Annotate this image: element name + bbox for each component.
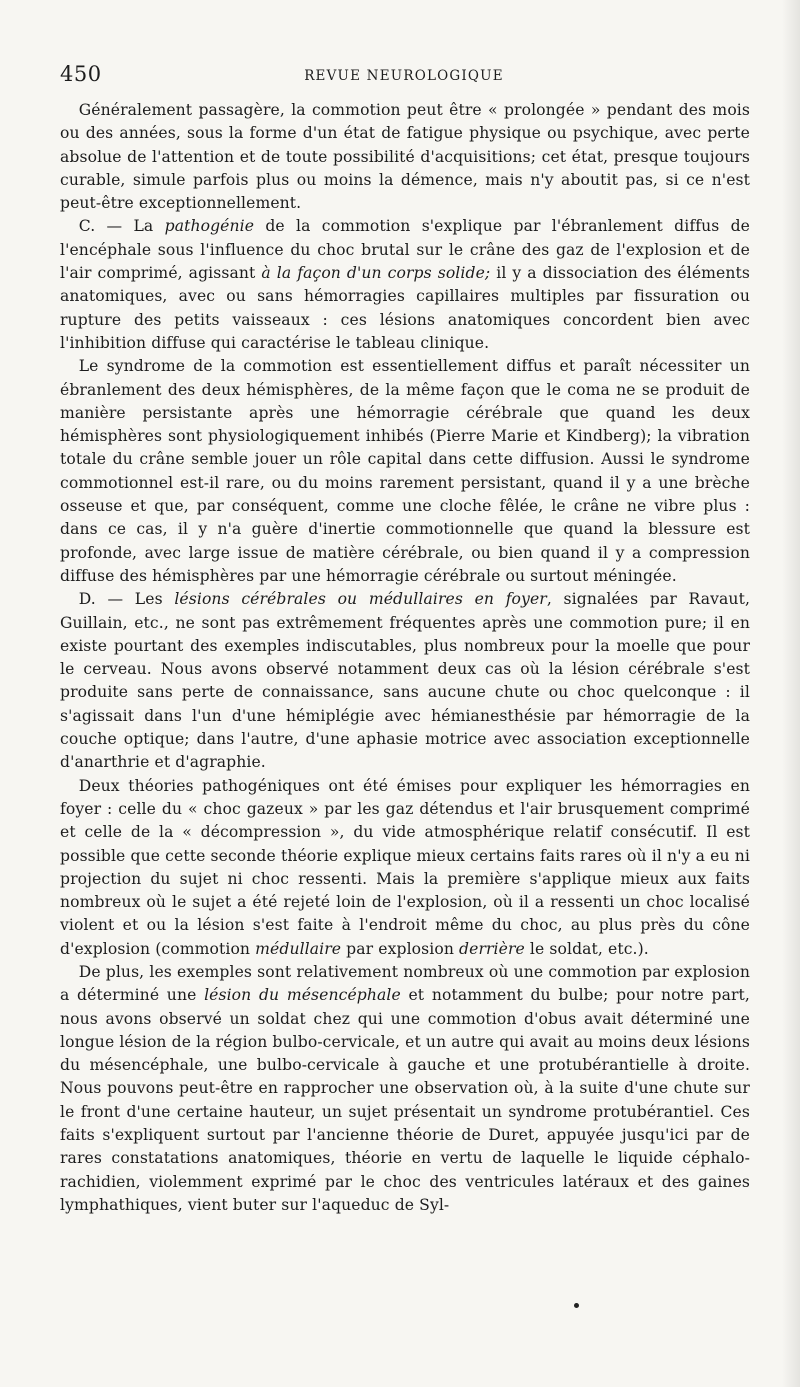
text-run: il y a dissociation des éléments anatomiques, avec ou sans hémorragies capillaires multiples par fissuration ou rupture des petits vaisseaux : ces lésions anatomiques concordent bien avec l'inhibition diffuse qui caractérise le tableau clinique. [60,264,750,352]
article-body [60,99,750,1217]
italic-term: derrière [459,939,525,958]
text-run: le soldat, etc.). [524,939,649,958]
paragraph [60,99,750,215]
text-run: D. — Les [78,590,175,609]
text-run: Deux théories pathogéniques ont été émises pour expliquer les hémorragies en foyer : celle du « choc gazeux » par les gaz détendus et l'air brusquement comprimé et celle de la « décompression », du vide atmosphérique relatif consécutif. Il est possible que cette seconde théorie explique mieux certains faits rares où il n'y a eu ni projection du sujet ni choc ressenti. Mais la première s'applique mieux aux faits nombreux où le sujet a été rejeté loin de l'explosion, où il a ressenti un choc localisé violent et ou la lésion s'est faite à l'endroit même du choc, au plus près du cône d'explosion (commotion [60,776,750,958]
italic-term: lésions cérébrales ou médullaires en foyer [174,590,547,609]
paragraph [60,215,750,355]
text-run: et notamment du bulbe; pour notre part, nous avons observé un soldat chez qui une commotion d'obus avait déterminé une longue lésion de la région bulbo-cervicale, et un autre qui avait au moins deux lésions du mésencéphale, une bulbo-cervicale à gauche et une protubérantielle à droite. Nous pouvons peut-être en rapprocher une observation où, à la suite d'une chute sur le front d'une certaine hauteur, un sujet présentait un syndrome protubérantiel. Ces faits s'expliquent surtout par l'ancienne théorie de Duret, appuyée jusqu'ici par de rares constatations anatomiques, théorie en vertu de laquelle le liquide céphalo-rachidien, violemment exprimé par le choc des ventricules latéraux et des gaines lymphathiques, vient buter sur l'aqueduc de Syl- [60,986,750,1214]
paragraph [60,588,750,774]
text-run: C. — La [78,217,165,236]
italic-term: médullaire [255,939,342,958]
page-header [60,62,748,90]
paragraph [60,355,750,588]
text-run: par explosion [341,939,460,958]
paragraph [60,961,750,1217]
italic-term: lésion du mésencéphale [204,986,401,1005]
text-run: Généralement passagère, la commotion peut être « prolongée » pendant des mois ou des années, sous la forme d'un état de fatigue physique ou psychique, avec perte absolue de l'attention et de toute possibilité d'acquisitions; cet état, presque toujours curable, simule parfois plus ou moins la démence, mais n'y aboutit pas, si ce n'est peut-être exceptionnellement. [60,101,750,213]
running-title: REVUE NEUROLOGIQUE [304,68,504,84]
paragraph [60,775,750,961]
text-run: de la commotion s'explique par l'ébranlement diffus de l'encéphale sous l'influence du choc brutal sur le crâne des gaz de l'explosion et de l'air comprimé, agissant [60,217,751,283]
text-run: Le syndrome de la commotion est essentiellement diffus et paraît nécessiter un ébranlement des deux hémisphères, de la même façon que le coma ne se produit de manière persistante après une hémorragie cérébrale que quand les deux hémisphères sont physiologiquement inhibés (Pierre Marie et Kindberg); la vibration totale du crâne semble jouer un rôle capital dans cette diffusion. Aussi le syndrome commotionnel est-il rare, ou du moins rarement persistant, quand il y a une brèche osseuse et que, par conséquent, comme une cloche fêlée, le crâne ne vibre plus : dans ce cas, il y n'a guère d'inertie commotionnelle que quand la blessure est profonde, avec large issue de matière cérébrale, ou bien quand il y a compression diffuse des hémisphères par une hémorragie cérébrale ou surtout méningée. [60,357,750,585]
text-run: De plus, les exemples sont relativement nombreux où une commotion par explosion a déterminé une [60,962,750,1005]
ink-dot [574,1303,579,1308]
page-number: 450 [60,62,102,86]
scan-edge-shadow [782,0,800,1387]
italic-term: pathogénie [164,217,255,236]
italic-term: à la façon d'un corps solide; [261,264,491,283]
text-run: , signalées par Ravaut, Guillain, etc., ne sont pas extrêmement fréquentes après une commotion pure; il en existe pourtant des exemples indiscutables, plus nombreux pour la moelle que pour le cerveau. Nous avons observé notamment deux cas où la lésion cérébrale s'est produite sans perte de connaissance, sans aucune chute ou choc quelconque : il s'agissait dans l'un d'une hémiplégie avec hémianesthésie par hémorragie de la couche optique; dans l'autre, d'une aphasie motrice avec association exceptionnelle d'anarthrie et d'agraphie. [60,590,750,772]
